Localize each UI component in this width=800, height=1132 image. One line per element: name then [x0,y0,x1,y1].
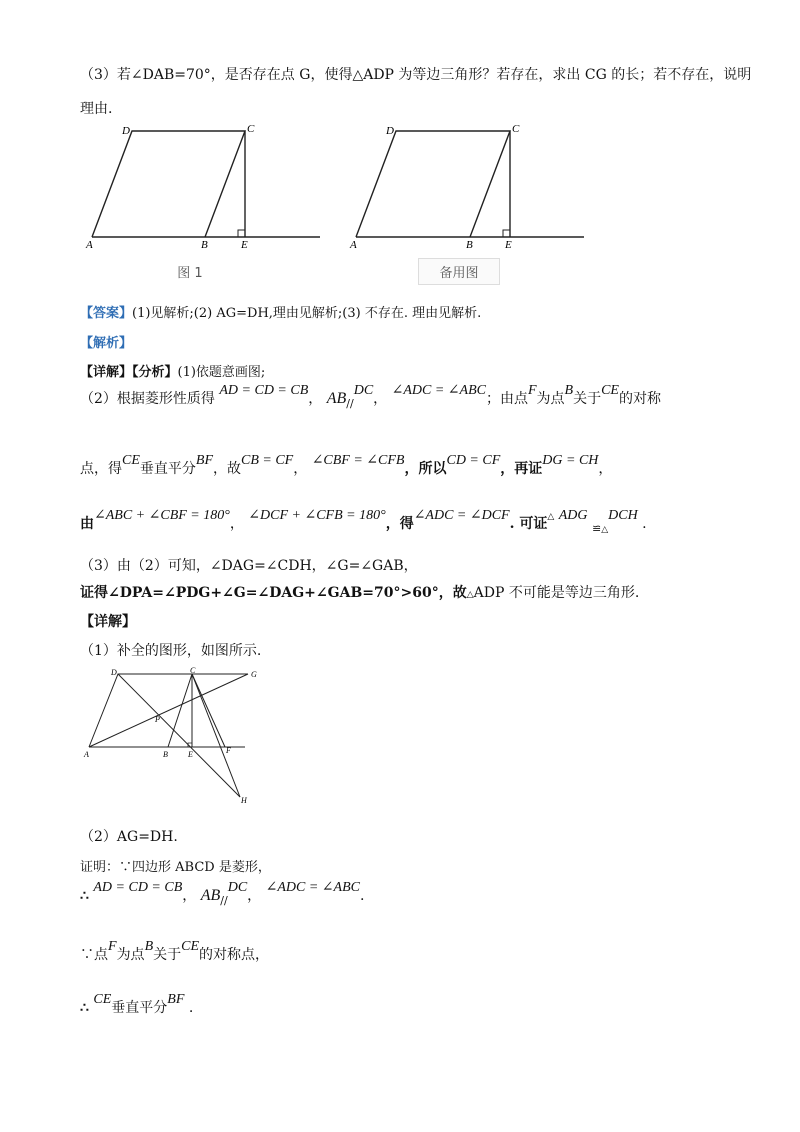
p4-adg: ADG [558,508,588,523]
p4-triangle1: △ [547,512,555,522]
proof-t5: 垂直平分 [111,1000,168,1016]
p5-line: （3）由（2）可知，∠DAG=∠CDH，∠G=∠GAB， [80,558,418,574]
p6-line [80,582,639,602]
p3-eq3: CD = CF [446,453,501,468]
cf-label-F: F [226,746,231,755]
p4-eq2: ∠DCF + ∠CFB = 180° [248,508,386,523]
cf-label-E: E [188,750,193,759]
detail-tags: 【详解】【分析】 [80,365,178,380]
p3-t2: 垂直平分 [139,461,196,477]
proof-line2: ∴ AD = CD = CB， $AB_{//}DC$， ∠ADC = ∠ABC. [80,880,365,907]
p4-t1: 由 [80,516,94,532]
p2-eq1: AD = CD = CB [219,383,309,398]
p4-triangle2: △ [601,525,609,535]
detail2-line2: （2）AG=DH. [80,829,178,845]
label-C: C [512,123,520,135]
proof-B: B [144,939,154,954]
proof-because: ∵点 [80,947,108,963]
label-D: D [122,125,130,137]
p4-eq1: ∠ABC + ∠CBF = 180° [94,508,230,523]
proof-line3 [80,939,270,964]
p3-t6: ， [598,461,613,477]
cf-label-P: P [155,715,160,724]
p3-t1: 点，得 [80,461,122,477]
q3-line1: （3）若∠DAB=70°，是否存在点 G，使得△ADP 为等边三角形？若存在，求出 CG 的长；若不存在，说明 [80,67,752,83]
detail-analysis-line [80,361,265,380]
therefore-symbol-2: ∴ [80,1000,89,1016]
proof-F: F [108,939,117,954]
cf-label-G: G [251,670,257,679]
p2-F: F [527,383,537,398]
analysis-tag: 【解析】 [80,336,133,351]
proof-parallel: // [220,894,228,907]
p3-BF: BF [195,453,213,468]
p2-line: （2）根据菱形性质得 AD = CD = CB， $AB_{//}DC$， ∠ADC = ∠ABC；由点F为点B关于CE的对称 [80,383,661,410]
p2-t1: ；由点 [485,391,528,407]
p3-eq4: DG = CH [542,453,599,468]
proof-BF: BF [167,992,185,1007]
p4-t3: . 可证 [509,516,548,532]
proof-eq2: ∠ADC = ∠ABC [265,880,360,895]
proof-ab: AB [200,887,221,904]
p3-t4: ，所以 [404,461,447,477]
proof-CE: CE [181,939,200,954]
p6-triangle: △ [466,590,474,600]
detail2-line1: （1）补全的图形，如图所示. [80,643,262,659]
p2-t4: 的对称 [618,391,661,407]
label-E: E [505,239,512,250]
p4-dch: DCH [608,508,638,523]
label-B: B [466,239,473,250]
detail-text: (1)依题意画图; [177,365,266,380]
proof-dot: . [359,888,365,904]
therefore-symbol: ∴ [80,888,89,904]
cf-label-A: A [84,750,89,759]
figure-1 [80,118,330,250]
p4-t2: ，得 [385,516,414,532]
answer-tag: 【答案】 [80,306,133,321]
proof-line1: 证明：∵四边形 ABCD 是菱形， [80,860,271,875]
figure-backup-caption: 备用图 [418,258,500,285]
proof-t2: 为点 [116,947,145,963]
label-E: E [241,239,248,250]
answer-text: (1)见解析;(2) AG=DH,理由见解析;(3) 不存在. 理由见解析. [132,306,482,321]
p3-CE: CE [122,453,140,468]
proof-CE2: CE [93,992,112,1007]
p2-parallel: // [346,397,354,410]
proof-dot2: . [188,1000,194,1016]
figure-backup [348,118,588,250]
q3-line2: 理由. [80,101,113,117]
p4-end: . [642,516,647,532]
p3-eq2: ∠CBF = ∠CFB [311,453,405,468]
proof-t3: 关于 [153,947,182,963]
p3-eq1: CB = CF [241,453,294,468]
proof-t4: 的对称点， [199,947,270,963]
cf-label-B: B [163,750,168,759]
proof-line4 [80,992,194,1017]
cf-label-D: D [111,668,117,677]
label-D: D [386,125,394,137]
p3-t3: ，故 [213,461,241,477]
figure-1-caption: 图 1 [177,266,203,281]
p2-CE: CE [601,383,619,398]
p6-t2: ADP 不可能是等边三角形. [473,585,640,601]
p2-eq2: ∠ADC = ∠ABC [391,383,486,398]
p2-prefix: （2）根据菱形性质得 [80,391,215,407]
label-A: A [350,239,357,250]
p4-eq3: ∠ADC = ∠DCF [413,508,510,523]
p2-t2: 为点 [536,391,565,407]
p6-t1: 证得∠DPA=∠PDG+∠G=∠DAG+∠GAB=70°>60°，故 [80,585,467,601]
p2-ab: AB [326,390,347,407]
cf-label-H: H [241,796,247,805]
label-B: B [201,239,208,250]
proof-dc: DC [227,880,248,895]
proof-eq1: AD = CD = CB [93,880,183,895]
figure-completed [80,665,270,810]
p4-cong: ≌ [591,522,602,535]
p4-line: 由∠ABC + ∠CBF = 180°， ∠DCF + ∠CFB = 180°，得∠ADC = ∠DCF. 可证△ ADG $_{≌\triangle}$DCH . [80,508,647,535]
p3-t5: ，再证 [500,461,543,477]
label-A: A [86,239,93,250]
p2-t3: 关于 [573,391,602,407]
p3-line: 点，得CE垂直平分BF，故CB = CF， ∠CBF = ∠CFB，所以CD = CF，再证DG = CH， [80,453,613,477]
p2-B: B [564,383,574,398]
label-C: C [247,123,255,135]
detail2-tag: 【详解】 [80,614,136,630]
p2-dc: DC [353,383,374,398]
cf-label-C: C [190,666,196,675]
answer-line [80,302,481,321]
